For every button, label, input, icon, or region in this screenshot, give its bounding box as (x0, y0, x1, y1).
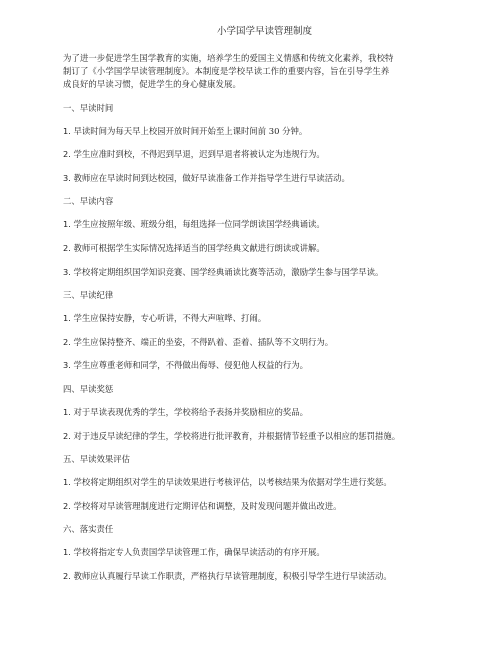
intro-line: 成良好的早读习惯，促进学生的身心健康发展。 (63, 79, 241, 90)
item-text: 学生应准时到校，不得迟到早退，迟到早退者将被认定为违规行为。 (73, 149, 325, 160)
list-item (63, 359, 462, 371)
item-text: 学生应按照年级、班级分组，每组选择一位同学朗读国学经典诵读。 (73, 219, 325, 230)
item-number: 1. (63, 219, 71, 230)
list-item (63, 406, 462, 418)
list-item (63, 500, 462, 512)
item-number: 1. (63, 477, 71, 488)
item-text: 对于违反早读纪律的学生，学校将进行批评教育，并根据情节轻重予以相应的惩罚措施。 (73, 430, 401, 441)
section-heading-responsibility: 六、落实责任 (63, 524, 114, 535)
item-number: 1. (63, 406, 71, 417)
list-item (63, 172, 462, 184)
item-text: 对于早读表现优秀的学生，学校将给予表扬并奖励相应的奖品。 (73, 406, 308, 417)
list-item (63, 546, 462, 558)
item-text: 学校将对早读管理制度进行定期评估和调整，及时发现问题并做出改进。 (73, 500, 342, 511)
item-number: 2. (63, 430, 71, 441)
item-text: 教师应认真履行早读工作职责，严格执行早读管理制度，积极引导学生进行早读活动。 (73, 570, 392, 581)
item-text: 学校将定期组织国学知识竞赛、国学经典诵读比赛等活动，激励学生参与国学早读。 (73, 266, 384, 277)
section-heading-content: 二、早读内容 (63, 196, 114, 207)
item-number: 1. (63, 125, 71, 136)
list-item (63, 430, 462, 442)
list-item (63, 570, 462, 582)
item-text: 学生应保持整齐、端正的坐姿，不得趴着、歪着、插队等不文明行为。 (73, 336, 334, 347)
item-text: 学生应尊重老师和同学，不得做出侮辱、侵犯他人权益的行为。 (73, 360, 308, 371)
item-number: 3. (63, 266, 71, 277)
intro-paragraph (63, 52, 462, 92)
item-number: 3. (63, 360, 71, 371)
item-number: 1. (63, 313, 71, 324)
item-text: 学校将指定专人负责国学早读管理工作，确保早读活动的有序开展。 (73, 547, 325, 558)
item-text: 学生应保持安静，专心听讲，不得大声喧哗、打闹。 (73, 313, 267, 324)
section-heading-discipline: 三、早读纪律 (63, 290, 114, 301)
list-item (63, 125, 462, 137)
section-heading-rewards: 四、早读奖惩 (63, 383, 114, 394)
document-title: 小学国学早读管理制度 (216, 26, 312, 37)
list-item (63, 312, 462, 324)
item-text: 早读时间为每天早上校园开放时间开始至上课时间前 30 分钟。 (73, 125, 308, 136)
item-text: 教师可根据学生实际情况选择适当的国学经典文献进行朗读或讲解。 (73, 242, 325, 253)
intro-line: 制订了《小学国学早读管理制度》。本制度是学校早读工作的重要内容，旨在引导学生养 (63, 66, 390, 77)
item-number: 2. (63, 336, 71, 347)
section-heading-time: 一、早读时间 (63, 102, 114, 113)
item-number: 2. (63, 500, 71, 511)
item-number: 2. (63, 570, 71, 581)
intro-line: 为了进一步促进学生国学教育的实施，培养学生的爱国主义情感和传统文化素养，我校特 (63, 53, 394, 63)
item-number: 2. (63, 242, 71, 253)
item-text: 学校将定期组织对学生的早读效果进行考核评估，以考核结果为依据对学生进行奖惩。 (73, 477, 392, 488)
section-heading-evaluation: 五、早读效果评估 (63, 454, 130, 465)
item-number: 1. (63, 547, 71, 558)
item-number: 3. (63, 172, 71, 183)
item-number: 2. (63, 149, 71, 160)
item-text: 教师应在早读时间到达校园，做好早读准备工作并指导学生进行早读活动。 (73, 172, 350, 183)
list-item (63, 218, 462, 230)
list-item (63, 336, 462, 348)
list-item (63, 266, 462, 278)
list-item (63, 476, 462, 488)
list-item (63, 148, 462, 160)
list-item (63, 242, 462, 254)
